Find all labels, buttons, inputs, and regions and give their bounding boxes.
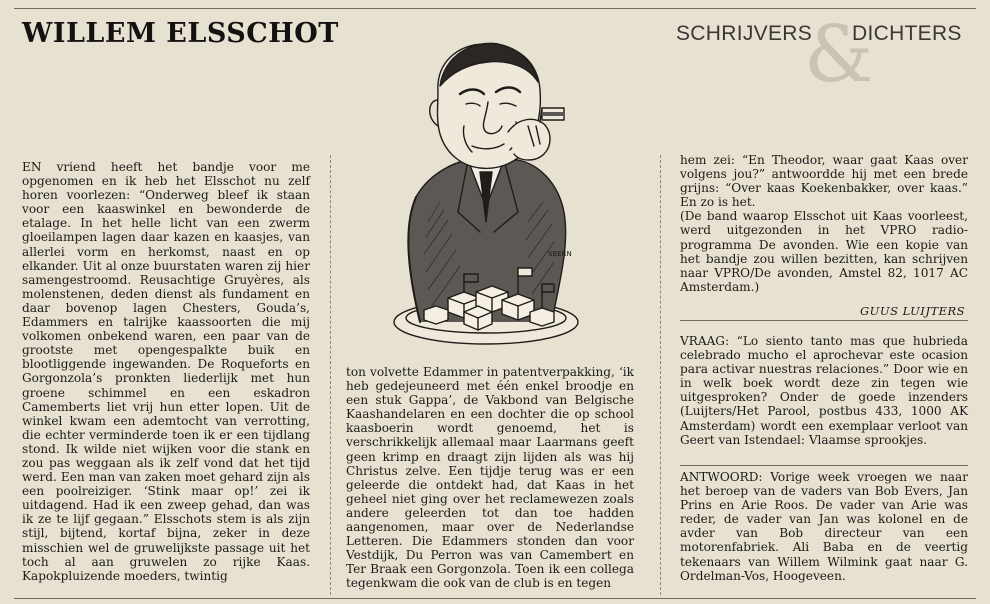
quiz-answer-label: ANTWOORD: <box>680 470 763 484</box>
column-rule-2 <box>660 155 661 595</box>
headline: WILLEM ELSSCHOT <box>22 18 339 49</box>
top-rule <box>14 8 976 9</box>
rubric-ampersand: & <box>804 10 874 100</box>
cartoon-signature: SBERN <box>548 250 572 258</box>
column-rule-1 <box>330 155 331 595</box>
article-column-3 <box>680 153 968 294</box>
rubric-word-schrijvers: SCHRIJVERS <box>676 22 813 45</box>
article-col3-text: hem zei: “En Theodor, waar gaat Kaas over volgens jou?” antwoordde hij met een brede grijns: “Over kaas Koekenbakker, over kaas.” En zo is het. <box>680 153 968 210</box>
article-column-2 <box>346 365 634 591</box>
rubric-word-dichters: DICHTERS <box>852 22 962 45</box>
quiz-question-label: VRAAG: <box>680 334 730 348</box>
rubric-logo <box>676 10 972 104</box>
quiz-question <box>680 334 968 447</box>
quiz-question-text: “Lo siento tanto mas que hubrieda celebrado mucho el aprochevar este ocasion para activar nuestras relaciones.” Door wie en in welk boek wordt deze zin tegen wie uitgesproken? Onder de goede inzenders (Luijters/Het Parool, postbus 433, 1000 AK Amsterdam) wordt een exemplaar verloot van Geert van Istendael: Vlaamse sprookjes. <box>680 334 968 447</box>
quiz-rule <box>680 465 968 466</box>
article-note-text: (De band waarop Elsschot uit Kaas voorleest, werd uitgezonden in het VPRO radio-programma De avonden. Wie een kopie van het bandje zou willen bezitten, kan schrijven naar VPRO/De avonden, Amstel 82, 1017 AC Amsterdam.) <box>680 209 968 294</box>
byline-rule <box>680 320 968 321</box>
quiz-answer <box>680 470 968 583</box>
article-col1-text: EN vriend heeft het bandje voor me opgenomen en ik heb het Elsschot nu zelf horen voorlezen: “Onderweg bleef ik staan voor een kaaswinkel en bewonderde de etalage. In het helle licht van een zwerm gloeilampen lagen daar kazen en kaasjes, van allerlei vorm en herkomst, naast en op elkander. Uit al onze buurstaten waren zij hier samengestroomd. Reusachtige Gruyères, als molenstenen, deden dienst als fundament en daar bovenop lagen Chesters, Gouda’s, Edammers en talrijke kaassoorten die mij volkomen onbekend waren, een paar van de grootste met opengespalkte buik en blootliggende ingewanden. De Roqueforts en Gorgonzola’s pronkten liederlijk met hun groene schimmel en een eskadron Camemberts liet vrij hun etter lopen. Uit de winkel kwam een ademtocht van verrotting, die echter verminderde toen ik er een tijdlang stond. Ik wilde niet wijken voor die stank en zou pas weggaan als ik zelf vond dat het tijd werd. Een man van zaken moet gehard zijn als een poolreiziger. ‘Stink maar op!’ zei ik uitdagend. Had ik een zweep gehad, dan was ik ze te lijf gegaan.” Elsschots stem is als zijn stijl, bijtend, kortaf bijna, zeker in deze misschien wel de gruwelijkste passage uit het toch al aan gruwelen zo rijke Kaas. Kapokpluizende moeders, twintig <box>22 160 310 583</box>
byline: GUUS LUIJTERS <box>860 304 966 318</box>
quiz-answer-text: Vorige week vroegen we naar het beroep van de vaders van Bob Evers, Jan Prins en Arie Roos. De vader van Arie was reder, de vader van Jan was kolonel en de avder van Bob directeur van een motorenfabriek. Ali Baba en de veertig tekenaars van Willem Wilmink gaat naar G. Ordelman-Vos, Hoogeveen. <box>680 470 968 583</box>
bottom-rule <box>14 598 976 599</box>
article-column-1 <box>22 160 310 583</box>
cartoon-illustration <box>368 22 628 357</box>
article-col2-text: ton volvette Edammer in patentverpakking, ‘ik heb gedejeuneerd met één enkel broodje en een stuk Gappa’, de Vakbond van Belgische Kaashandelaren en een dochter die op school kaasboerin wordt genoemd, het is verschrikkelijk allemaal maar Laarmans geeft geen krimp en draagt zijn lijden als was hij Christus zelve. Een tijdje terug was er een geleerde die ontdekt had, dat Kaas in het geheel niet ging over het reclamewezen zoals andere geleerden tot dan toe hadden aangenomen, maar over de Nederlandse Letteren. Die Edammers stonden dan voor Vestdijk, Du Perron was van Camembert en Ter Braak een Gorgonzola. Toen ik een collega tegenkwam die ook van de club is en tegen <box>346 365 634 591</box>
